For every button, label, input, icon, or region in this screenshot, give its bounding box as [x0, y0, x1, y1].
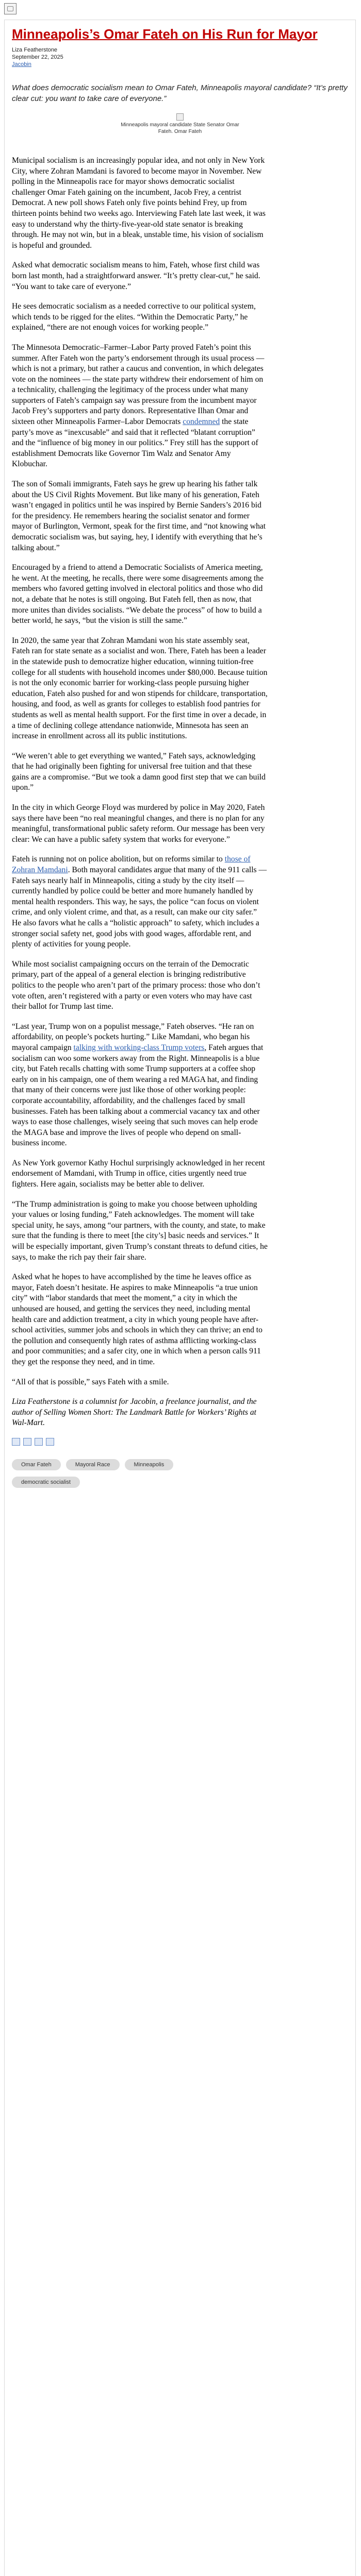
paragraph-text: Fateh is running not on police abolition, but on reforms similar to — [12, 855, 223, 864]
paragraph — [12, 343, 268, 470]
share-bar — [12, 1438, 348, 1446]
article-figure — [12, 113, 348, 135]
paragraph: Asked what he hopes to have accomplished by the time he leaves office as mayor, Fateh doesn’t hesitate. He aspires to make Minneapolis “a true union city” with “labor standards that meet the moment,” a city in which the unhoused are housed, and getting the services they need, including mental health care and addiction treatment, a city in which young people have after-school activities, summer jobs and schools in which they can thrive; an end to the pollution and consequently high rates of asthma afflicting working-class and poor communities; and a safer city, one in which when a person calls 911 they get the response they need, and in time. — [12, 1273, 262, 1366]
article-image-icon — [176, 113, 184, 121]
paragraph: Encouraged by a friend to attend a Democratic Socialists of America meeting, he went. At the meeting, he recalls, there were some disagreements among the members who favored getting involved in electoral politics and those who did not, a debate that he notes is still ongoing. But Fateh fell, then as now, that more unites than divides socialists. “We debate the process” of how to build a better world, he says, “but the vision is still the same.” — [12, 563, 264, 625]
tag[interactable]: Omar Fateh — [12, 1459, 61, 1470]
tag[interactable]: Minneapolis — [125, 1459, 174, 1470]
paragraph — [12, 1022, 268, 1149]
condemned-link[interactable]: condemned — [183, 417, 220, 427]
paragraph: The son of Somali immigrants, Fateh says he grew up hearing his father talk about the US Civil Rights Movement. But like many of his generation, Fateh wasn’t engaged in politics until he was inspired by Bernie Sanders’s 2016 bid for the presidency. He remembers hearing the socialist senator and former mayor of Burlington, Vermont, speak for the first time, and “not knowing what democratic socialism was, but saying, hey, I identify with everything that he’s talking about.” — [12, 480, 266, 552]
author-name: Liza Featherstone — [12, 47, 58, 53]
tag[interactable]: democratic socialist — [12, 1477, 80, 1488]
paragraph: While most socialist campaigning occurs on the terrain of the Democratic primary, part of the appeal of a general election is bringing redistributive politics to the people who aren’t part of the primary process: those who don’t vote often, aren’t registered with a party or even voters who may have cast their ballot for Trump last time. — [12, 959, 260, 1011]
publication-link[interactable]: Jacobin — [12, 61, 31, 67]
paragraph: “All of that is possible,” says Fateh with a smile. — [12, 1377, 169, 1386]
article-body — [12, 156, 268, 1429]
paragraph-text: the state party’s move as “inexcusable” and said that it reflected “blatant corruption” and the “influence of big money in our politics.” Frey still has the support of establishment Democrats like Governor Tim Walz and Senator Amy Klobuchar. — [12, 417, 258, 469]
trump-voters-link[interactable]: talking with working-class Trump voters — [73, 1043, 205, 1052]
paragraph: “We weren’t able to get everything we wanted,” Fateh says, acknowledging that he had originally been fighting for universal free tuition and that these gains are a compromise. “But we took a damn good first step that we can build upon.” — [12, 751, 266, 792]
tag[interactable]: Mayoral Race — [66, 1459, 120, 1470]
paragraph: In 2020, the same year that Zohran Mamdani won his state assembly seat, Fateh ran for state senate as a socialist and won. There, Fateh has been a leader in the statewide push to democratize higher education, winning tuition-free college for all students with household incomes under $80,000. Because tuition is not the only economic barrier for working-class people pursuing higher education, Fateh also pushed for and won stipends for childcare, transportation, housing, and food, as well as grants for colleges to establish food pantries for students as well as mental health support. For the first time in over a decade, in a time of declining college attendance nationwide, Minnesota has seen an increase in enrollment across all its public institutions. — [12, 636, 268, 741]
paragraph: Asked what democratic socialism means to him, Fateh, whose first child was born last month, had a straightforward answer. “It’s pretty clear-cut,” he said. “You want to take care of everyone.” — [12, 261, 260, 291]
broken-image-icon — [4, 3, 17, 14]
article-card — [4, 20, 356, 2576]
paragraph: As New York governor Kathy Hochul surprisingly acknowledged in her recent endorsement of Mamdani, with Trump in office, cities urgently need true fighters. Here again, socialists may be better able to deliver. — [12, 1158, 265, 1189]
mamdani-reforms-link[interactable]: those of Zohran Mamdani — [12, 855, 251, 875]
paragraph-text: . Both mayoral candidates argue that many of the 911 calls — Fateh says nearly half in Minneapolis, citing a study by the city itself — currently handled by police could be better and more humanely handled by mental health responders. This way, he says, the police “can focus on violent crime, and only violent crime, and that, as a result, can make our city safer.” He also favors what he calls a “holistic approach” to safety, which includes a stronger social safety net, good jobs with good wages, affordable rent, and plenty of activities for young people. — [12, 866, 267, 949]
paragraph-text: The Minnesota Democratic–Farmer–Labor Party proved Fateh’s point this summer. After Fateh won the party’s endorsement through its usual process — which is not a primary, but rather a caucus and convention, in which delegates vote on the nominees — the state party withdrew their endorsement of him on a technicality, challenging the legitimacy of the process under what many supporters of Fateh’s campaign say was pressure from the incumbent mayor Jacob Frey’s supporters and party donors. Representative Ilhan Omar and sixteen other Minneapolis Farmer–Labor Democrats — [12, 343, 265, 427]
author-bio: Liza Featherstone is a columnist for Jacobin, a freelance journalist, and the author of Selling Women Short: The Landmark Battle for Workers’ Rights at Wal-Mart. — [12, 1397, 257, 1428]
twitter-icon[interactable] — [23, 1438, 31, 1446]
figure-caption-line-1: Minneapolis mayoral candidate State Senator Omar — [121, 122, 239, 128]
article-title[interactable]: Minneapolis’s Omar Fateh on His Run for Mayor — [12, 26, 318, 42]
paragraph: “The Trump administration is going to make you choose between upholding your values or losing funding,” Fateh acknowledges. The moment will take special unity, he says, among “our partners, with the county, and state, to make sure that the funding is there to meet [the city’s] basic needs and services.” It will be especially important, given Trump’s constant threats to defund cities, he says, to make the rich pay their fair share. — [12, 1199, 268, 1262]
paragraph: He sees democratic socialism as a needed corrective to our political system, which tends to be rigged for the elites. “Within the Democratic Party,” he explained, “there are not enough voices for working people.” — [12, 302, 256, 332]
link-icon[interactable] — [46, 1438, 54, 1446]
paragraph: In the city in which George Floyd was murdered by police in May 2020, Fateh says there have been “no real meaningful changes, and there is no plan for any meaningful, transformational public safety reform. Our message has been very clear: We can have a public safety system that works for everyone.” — [12, 803, 265, 844]
publish-date: September 22, 2025 — [12, 54, 63, 60]
byline — [12, 46, 348, 68]
paragraph-text: , Fateh argues that socialism can woo some workers away from the Right. Minneapolis is a blue city, but Fateh recalls chatting with some Trump supporters at a coffee shop early on in his campaign, one of them wearing a red MAGA hat, and finding that many of their concerns were just like those of other working people: corporate accountability, affordability, and the challenges faced by small businesses. Fateh has been talking about a commercial vacancy tax and other ways to ease those challenges, wisely seeing that such moves can help erode the MAGA base and improve the lives of people who depend on small-business income. — [12, 1043, 264, 1148]
article-lede: What does democratic socialism mean to Omar Fateh, Minneapolis mayoral candidate? “It’s pretty clear cut: you want to take care of everyone.” — [12, 83, 348, 103]
paragraph: Municipal socialism is an increasingly popular idea, and not only in New York City, where Zohran Mamdani is favored to become mayor in November. New polling in the Minneapolis race for mayor shows democratic socialist challenger Omar Fateh gaining on the incumbent, Jacob Frey, a centrist Democrat. A new poll shows Fateh only five points behind Frey, up from thirteen points behind two weeks ago. Interviewing Fateh late last week, it was easy to understand why the thirty-five-year-old state senator is breaking through. He may not win, but in a bleak, unstable time, his vision of socialism is hopeful and grounded. — [12, 156, 266, 250]
email-icon[interactable] — [35, 1438, 43, 1446]
paragraph — [12, 854, 268, 950]
tag-list — [12, 1459, 239, 1488]
facebook-icon[interactable] — [12, 1438, 20, 1446]
figure-caption-line-2: Fateh. Omar Fateh — [158, 129, 202, 134]
paragraph-text: “Last year, Trump won on a populist message,” Fateh observes. “He ran on affordability, on people’s pockets hurting.” Like Mamdani, who began his mayoral campaign — [12, 1022, 254, 1052]
